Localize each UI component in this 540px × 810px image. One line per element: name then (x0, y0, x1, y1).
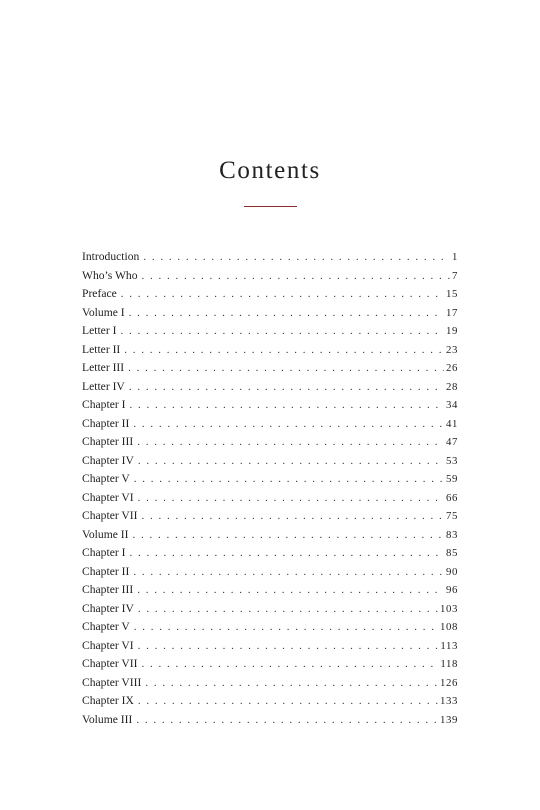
table-of-contents (82, 248, 458, 729)
toc-entry-label: Preface (82, 287, 117, 300)
toc-entry-page-number: 139 (440, 713, 458, 726)
toc-entry[interactable] (82, 341, 458, 360)
toc-entry[interactable] (82, 544, 458, 563)
dot-leader (132, 526, 444, 545)
toc-entry-page-number: 26 (446, 362, 458, 374)
toc-entry[interactable] (82, 526, 458, 545)
toc-entry-label: Chapter VIII (82, 675, 142, 689)
toc-entry-label: Chapter I (82, 398, 126, 411)
toc-entry-label: Chapter IX (82, 694, 134, 707)
toc-entry-page-number: 103 (440, 602, 458, 615)
toc-entry-label: Introduction (82, 250, 140, 263)
toc-entry[interactable] (82, 600, 458, 619)
toc-entry-label: Letter IV (82, 379, 125, 393)
toc-entry-page-number: 90 (446, 565, 458, 578)
dot-leader (138, 452, 444, 471)
toc-entry-page-number: 34 (446, 399, 458, 411)
toc-entry[interactable] (82, 396, 458, 415)
toc-entry[interactable] (82, 581, 458, 600)
toc-entry[interactable] (82, 507, 458, 526)
toc-entry-page-number: 118 (440, 658, 458, 670)
toc-entry[interactable] (82, 248, 458, 267)
title-divider (244, 206, 297, 207)
toc-entry-label: Letter I (82, 324, 117, 337)
toc-entry-label: Chapter V (82, 620, 130, 633)
toc-entry[interactable] (82, 359, 458, 378)
toc-entry-page-number: 47 (446, 436, 458, 448)
toc-entry-page-number: 96 (446, 584, 458, 596)
dot-leader (142, 267, 451, 286)
toc-entry-page-number: 83 (446, 528, 458, 541)
toc-entry-label: Chapter III (82, 435, 134, 448)
toc-entry-page-number: 15 (446, 288, 458, 300)
toc-entry[interactable] (82, 674, 458, 693)
dot-leader (136, 711, 438, 730)
toc-entry-label: Chapter VII (82, 509, 138, 522)
dot-leader (137, 433, 444, 452)
toc-entry-label: Volume III (82, 712, 133, 726)
toc-entry-label: Chapter VI (82, 490, 134, 504)
dot-leader (129, 378, 444, 397)
dot-leader (138, 489, 444, 508)
toc-entry[interactable] (82, 378, 458, 397)
dot-leader (137, 581, 444, 600)
page-title: Contents (219, 157, 321, 184)
dot-leader (129, 544, 444, 563)
toc-entry[interactable] (82, 692, 458, 711)
dot-leader (133, 415, 444, 434)
toc-entry[interactable] (82, 452, 458, 471)
toc-entry[interactable] (82, 563, 458, 582)
toc-entry[interactable] (82, 267, 458, 286)
dot-leader (120, 322, 444, 341)
toc-entry-page-number: 75 (446, 510, 458, 522)
toc-entry[interactable] (82, 711, 458, 730)
toc-entry-page-number: 126 (440, 676, 458, 689)
toc-entry-page-number: 133 (440, 695, 458, 707)
toc-entry-page-number: 7 (452, 269, 458, 282)
toc-entry-label: Letter II (82, 342, 121, 356)
toc-entry-page-number: 59 (446, 473, 458, 485)
toc-entry[interactable] (82, 285, 458, 304)
dot-leader (138, 637, 439, 656)
toc-entry-page-number: 108 (440, 621, 458, 633)
toc-entry[interactable] (82, 322, 458, 341)
toc-entry-label: Chapter II (82, 564, 130, 578)
dot-leader (121, 285, 444, 304)
toc-entry-page-number: 28 (446, 380, 458, 393)
toc-entry-label: Chapter VII (82, 657, 138, 670)
toc-entry-label: Letter III (82, 361, 125, 374)
dot-leader (129, 304, 444, 323)
toc-entry-label: Who’s Who (82, 268, 138, 282)
dot-leader (143, 248, 450, 267)
toc-entry-label: Chapter V (82, 472, 130, 485)
toc-entry-page-number: 66 (446, 491, 458, 504)
toc-entry-label: Chapter I (82, 546, 126, 559)
dot-leader (133, 563, 444, 582)
toc-entry[interactable] (82, 470, 458, 489)
toc-entry-page-number: 85 (446, 547, 458, 559)
toc-entry[interactable] (82, 415, 458, 434)
dot-leader (138, 692, 438, 711)
toc-entry-label: Volume I (82, 305, 125, 319)
dot-leader (134, 470, 444, 489)
toc-entry-page-number: 23 (446, 343, 458, 356)
toc-entry-page-number: 1 (452, 251, 458, 263)
toc-entry-label: Chapter IV (82, 453, 134, 467)
dot-leader (128, 359, 444, 378)
dot-leader (138, 600, 438, 619)
toc-entry[interactable] (82, 489, 458, 508)
dot-leader (141, 655, 438, 674)
dot-leader (124, 341, 444, 360)
toc-entry-label: Chapter VI (82, 638, 134, 652)
toc-entry-page-number: 53 (446, 454, 458, 467)
toc-entry-page-number: 113 (440, 639, 458, 652)
toc-entry-label: Chapter II (82, 416, 130, 430)
toc-entry-page-number: 19 (446, 325, 458, 337)
toc-entry-label: Chapter III (82, 583, 134, 596)
dot-leader (145, 674, 438, 693)
dot-leader (141, 507, 444, 526)
toc-entry[interactable] (82, 618, 458, 637)
toc-entry[interactable] (82, 304, 458, 323)
toc-entry-page-number: 41 (446, 417, 458, 430)
toc-entry-page-number: 17 (446, 306, 458, 319)
toc-entry-label: Volume II (82, 527, 129, 541)
toc-entry[interactable] (82, 637, 458, 656)
toc-entry[interactable] (82, 655, 458, 674)
dot-leader (129, 396, 444, 415)
toc-entry[interactable] (82, 433, 458, 452)
toc-entry-label: Chapter IV (82, 601, 134, 615)
dot-leader (134, 618, 438, 637)
